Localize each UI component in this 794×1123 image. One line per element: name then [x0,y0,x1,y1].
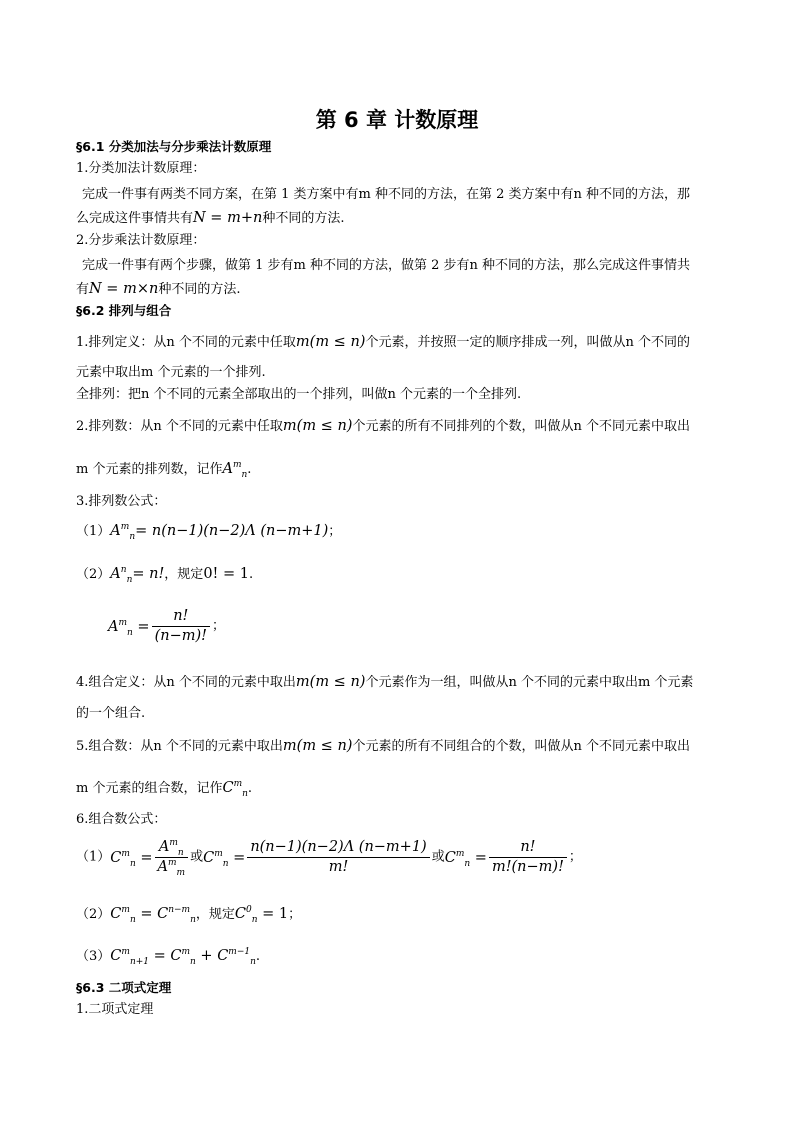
addition-principle-line1: 完成一件事有两类不同方案，在第 1 类方案中有m 种不同的方法，在第 2 类方案中有n 种不同的方法，那 [82,187,691,202]
chapter-title: 第 6 章 计数原理 [315,108,479,132]
combination-number-line2: m 个元素的组合数，记作$C^m_n$. [76,779,253,799]
combination-formula-2: $(2)C^m_n = C^{n-m}_n$，规定$C^0_n = 1$； [76,905,302,925]
permutation-formula-1: $(1)A^m_n= n(n-1)(n-2)\Lambda$ (n−m+1)； [76,522,342,542]
permutation-definition-line1: 1.排列定义：从n 个不同的元素中任取m(m ≤ n)个元素，并按照一定的顺序排成一列，叫做从n 个不同的 [76,334,690,350]
combination-formula-1: $(1)C^m_n$ = $\frac{A^m_n}{A^m_m}$ 或$C^m_n$ = $\frac{n(n-1)(n-2)\Lambda (n-m+1)}{m!}$ 或$C^m_n$ = $\frac{n!}{m!(n-m)!}$ ； [76,838,582,878]
section-heading-6-1: §6.1 分类加法与分步乘法计数原理 [76,139,272,154]
section-heading-6-2: §6.2 排列与组合 [76,303,172,318]
combination-formula-3: $(3)C^m_{n+1} = C^m_n + C^{m-1}_n$. [76,947,261,967]
permutation-formula-label: 3.排列数公式： [76,494,167,509]
multiplication-principle-label: 2.分步乘法计数原理： [76,233,206,248]
addition-formula: N = m+n [193,210,263,226]
permutation-formula-3: $A^m_n$ = $\frac{n!}{(n-m)!}$ ； [108,608,225,644]
permutation-definition-line2: 元素中取出m 个元素的一个排列. [76,365,266,380]
multiplication-formula: N = m×n [89,281,159,297]
permutation-number-line2: m 个元素的排列数，记作$A^m_n$. [76,460,252,480]
multiplication-principle-line1: 完成一件事有两个步骤，做第 1 步有m 种不同的方法，做第 2 步有n 种不同的方法，那么完成这件事情共 [82,258,691,273]
combination-definition-line1: 4.组合定义：从n 个不同的元素中取出m(m ≤ n)个元素作为一组，叫做从n 个不同的元素中取出m 个元素 [76,674,694,690]
multiplication-principle-line2: 有N = m×n种不同的方法. [76,281,241,297]
full-permutation-definition: 全排列：把n 个不同的元素全部取出的一个排列，叫做n 个元素的一个全排列. [76,387,522,402]
section-heading-6-3: §6.3 二项式定理 [76,980,172,995]
permutation-formula-2: $(2)A^n_n= n$!，规定0! = 1. [76,565,254,585]
permutation-number-line1: 2.排列数：从n 个不同的元素中任取m(m ≤ n)个元素的所有不同排列的个数，叫做从n 个不同元素中取出 [76,418,690,434]
addition-principle-label: 1.分类加法计数原理： [76,161,206,176]
addition-principle-line2: 么完成这件事情共有N = m+n种不同的方法. [76,210,345,226]
combination-number-line1: 5.组合数：从n 个不同的元素中取出m(m ≤ n)个元素的所有不同组合的个数，叫做从n 个不同元素中取出 [76,738,690,754]
combination-formula-label: 6.组合数公式： [76,812,167,827]
combination-definition-line2: 的一个组合. [76,706,146,721]
binomial-theorem-label: 1.二项式定理 [76,1002,154,1017]
